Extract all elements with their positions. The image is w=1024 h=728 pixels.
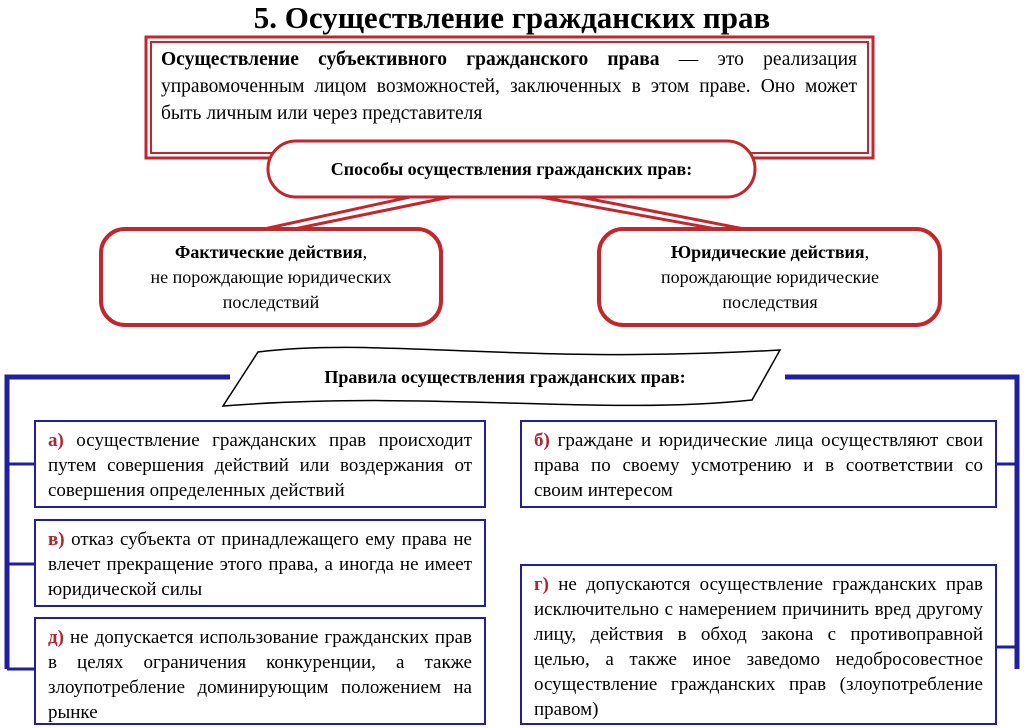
right-method-title: Юридические действия: [670, 242, 865, 262]
rule-a-text: осуществление гражданских прав происходит путем совершения действий или воздержания от совершения определенных действий: [48, 430, 472, 501]
page-title: 5. Осуществление гражданских прав: [253, 0, 771, 35]
rule-d-box: [34, 617, 486, 725]
definition-text: [161, 46, 857, 127]
rule-d-letter: д): [48, 627, 64, 648]
left-method-title: Фактические действия: [174, 242, 363, 262]
definition-rest: — это реализация управомоченным лицом возможностей, заключенных в этом праве. Оно может быть личным или через представителя: [161, 49, 857, 124]
rule-a-letter: а): [48, 430, 64, 451]
rule-g-text: не допускаются осуществление гражданских прав исключительно с намерением причинить вред другому лицу, действия в обход закона с противоправной целью, а также иное заведомо недобросовестное осуществление гражданских прав (злоупотребление правом): [534, 574, 983, 720]
left-method-text: Фактические действия, не порождающие юридических последствий: [150, 242, 392, 312]
rule-b-text: граждане и юридические лица осуществляют свои права по своему усмотрению и в соответствии со своим интересом: [534, 430, 983, 501]
rule-b-letter: б): [534, 430, 550, 451]
rule-a-box: [34, 420, 486, 508]
rule-v-letter: в): [48, 529, 65, 550]
right-method-description: порождающие юридические последствия: [661, 267, 879, 312]
methods-heading: Способы осуществления гражданских прав:: [330, 159, 693, 179]
rules-heading: Правила осуществления гражданских прав:: [324, 367, 686, 387]
rule-b-box: [520, 420, 997, 508]
definition-term: Осуществление субъективного гражданского права: [161, 49, 660, 70]
rule-v-text: отказ субъекта от принадлежащего ему права не влечет прекращение этого права, а иногда не имеет юридической силы: [48, 529, 472, 600]
right-method-text: Юридические действия, порождающие юридические последствия: [661, 242, 879, 312]
rule-g-letter: г): [534, 574, 549, 595]
rule-d-text: не допускается использование гражданских прав в целях ограничения конкуренции, а также злоупотребление доминирующим положением на рынке: [48, 627, 472, 723]
rule-g-box: [520, 564, 997, 725]
left-method-description: не порождающие юридических последствий: [150, 267, 392, 312]
rule-v-box: [34, 519, 486, 607]
